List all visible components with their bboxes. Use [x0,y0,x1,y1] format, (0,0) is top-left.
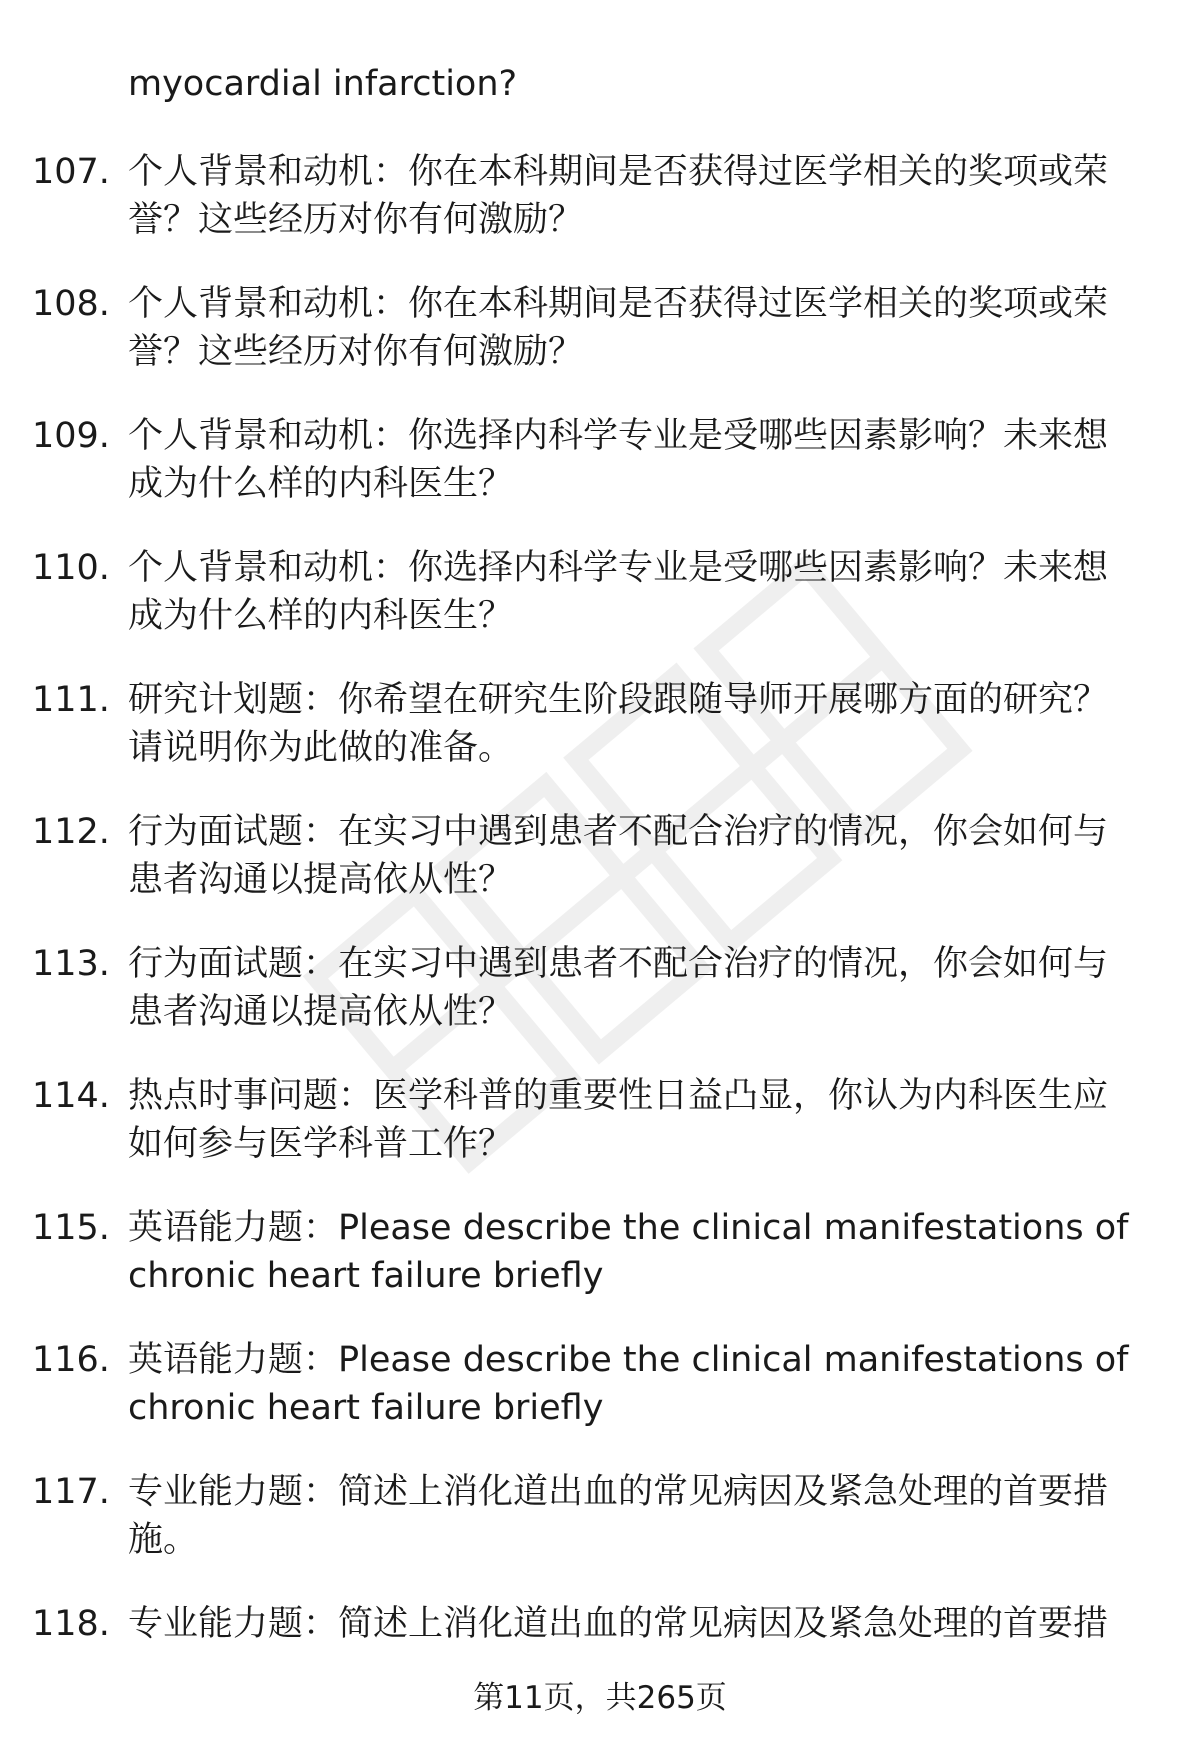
question-text-line: 专业能力题：简述上消化道出血的常见病因及紧急处理的首要措 [128,1604,1109,1644]
continuation-text: myocardial infarction? [128,64,518,104]
question-item [0,412,1200,544]
question-number: 112. [32,812,110,852]
question-text-line: 英语能力题：Please describe the clinical manifestations of [128,1340,1129,1380]
question-text-line: 成为什么样的内科医生？ [128,464,514,504]
question-text-line: 个人背景和动机：你选择内科学专业是受哪些因素影响？未来想 [128,548,1109,588]
question-text-line: 个人背景和动机：你选择内科学专业是受哪些因素影响？未来想 [128,416,1109,456]
question-number: 116. [32,1340,110,1380]
question-item [0,1336,1200,1468]
page-footer [0,1676,1200,1720]
question-item [0,1204,1200,1336]
question-text-line: 成为什么样的内科医生？ [128,596,514,636]
question-text-line: 热点时事问题：医学科普的重要性日益凸显，你认为内科医生应 [128,1076,1109,1116]
page-number: 第11页，共265页 [473,1680,727,1716]
question-text-line: 患者沟通以提高依从性？ [128,860,514,900]
question-number: 111. [32,680,110,720]
question-text-line: 英语能力题：Please describe the clinical manifestations of [128,1208,1129,1248]
question-text-line: 誉？这些经历对你有何激励？ [128,332,584,372]
question-item [0,280,1200,412]
question-text-line: 患者沟通以提高依从性？ [128,992,514,1032]
question-text-line: 个人背景和动机：你在本科期间是否获得过医学相关的奖项或荣 [128,284,1109,324]
question-number: 109. [32,416,110,456]
question-item [0,940,1200,1072]
question-list [0,148,1200,1732]
question-text-line: 如何参与医学科普工作？ [128,1124,514,1164]
question-item [0,676,1200,808]
question-text-line: 施。 [128,1520,199,1560]
question-text-line: 行为面试题：在实习中遇到患者不配合治疗的情况，你会如何与 [128,944,1109,984]
question-number: 108. [32,284,110,324]
question-number: 115. [32,1208,110,1248]
question-text-line: 研究计划题：你希望在研究生阶段跟随导师开展哪方面的研究？ [128,680,1109,720]
question-text-line: 誉？这些经历对你有何激励？ [128,200,584,240]
question-item [0,148,1200,280]
question-number: 118. [32,1604,110,1644]
question-number: 113. [32,944,110,984]
question-number: 110. [32,548,110,588]
question-text-line: 个人背景和动机：你在本科期间是否获得过医学相关的奖项或荣 [128,152,1109,192]
question-item [0,808,1200,940]
question-number: 114. [32,1076,110,1116]
question-text-line: chronic heart failure briefly [128,1256,604,1296]
question-number: 107. [32,152,110,192]
question-text-line: chronic heart failure briefly [128,1388,604,1428]
question-number: 117. [32,1472,110,1512]
question-text-line: 行为面试题：在实习中遇到患者不配合治疗的情况，你会如何与 [128,812,1109,852]
question-item [0,1072,1200,1204]
question-text-line: 请说明你为此做的准备。 [128,728,514,768]
question-text-line: 专业能力题：简述上消化道出血的常见病因及紧急处理的首要措 [128,1472,1109,1512]
question-item [0,1468,1200,1600]
question-item [0,544,1200,676]
